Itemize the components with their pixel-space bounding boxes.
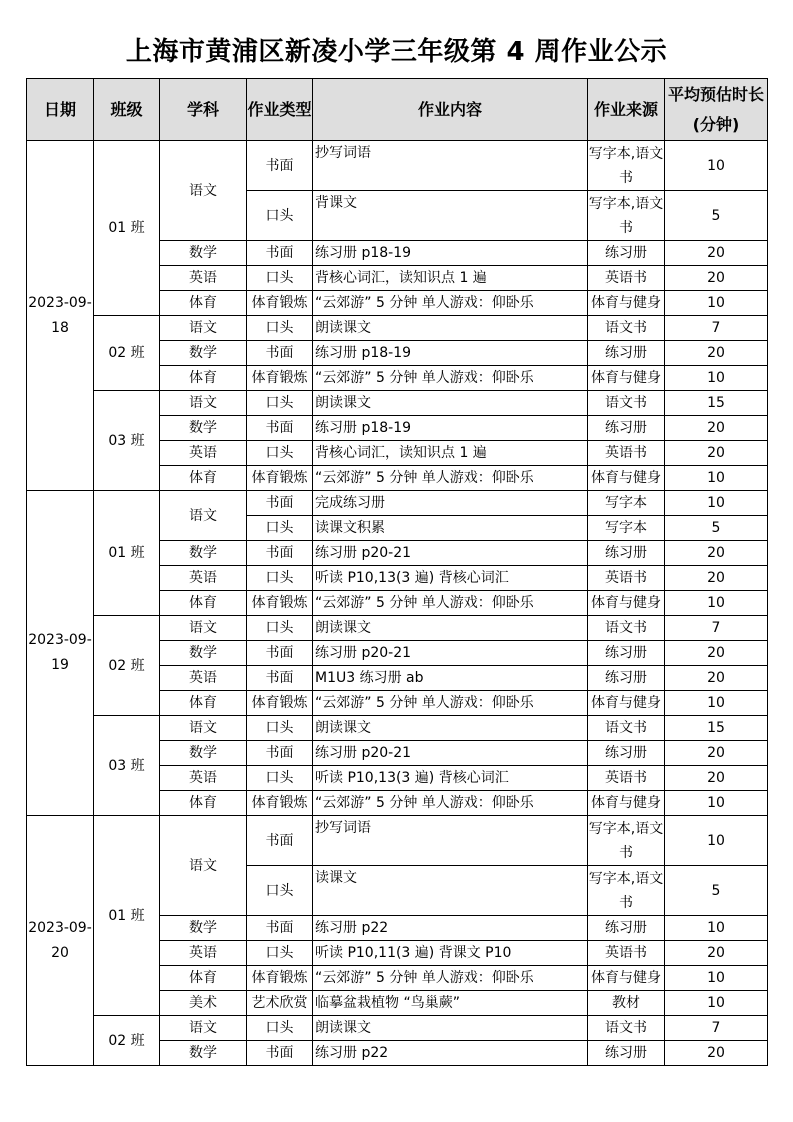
minutes-cell: 10 xyxy=(665,291,768,316)
minutes-cell: 10 xyxy=(665,366,768,391)
source-cell: 语文书 xyxy=(588,391,665,416)
content-cell: M1U3 练习册 ab xyxy=(313,666,588,691)
content-cell: 朗读课文 xyxy=(313,316,588,341)
source-cell: 语文书 xyxy=(588,1016,665,1041)
header-source: 作业来源 xyxy=(588,79,665,141)
class-cell: 01 班 xyxy=(94,491,160,616)
source-cell: 写字本 xyxy=(588,491,665,516)
minutes-cell: 10 xyxy=(665,816,768,866)
subject-cell: 体育 xyxy=(160,591,247,616)
content-cell: “云郊游” 5 分钟 单人游戏：仰卧乐 xyxy=(313,591,588,616)
minutes-cell: 20 xyxy=(665,641,768,666)
content-cell: 临摹盆栽植物 “鸟巢蕨” xyxy=(313,991,588,1016)
content-cell: 练习册 p20-21 xyxy=(313,741,588,766)
minutes-cell: 10 xyxy=(665,966,768,991)
subject-cell: 英语 xyxy=(160,941,247,966)
subject-cell: 语文 xyxy=(160,491,247,541)
homework-table xyxy=(26,78,768,1066)
minutes-cell: 20 xyxy=(665,266,768,291)
type-cell: 书面 xyxy=(247,241,313,266)
minutes-cell: 10 xyxy=(665,591,768,616)
type-cell: 书面 xyxy=(247,666,313,691)
source-cell: 写字本 xyxy=(588,516,665,541)
content-cell: 读课文积累 xyxy=(313,516,588,541)
source-cell: 写字本,语文书 xyxy=(588,816,665,866)
minutes-cell: 20 xyxy=(665,341,768,366)
subject-cell: 数学 xyxy=(160,916,247,941)
source-cell: 英语书 xyxy=(588,941,665,966)
source-cell: 体育与健身 xyxy=(588,366,665,391)
type-cell: 口头 xyxy=(247,266,313,291)
type-cell: 书面 xyxy=(247,1041,313,1066)
minutes-cell: 10 xyxy=(665,466,768,491)
content-cell: 听读 P10,13(3 遍) 背核心词汇 xyxy=(313,566,588,591)
minutes-cell: 5 xyxy=(665,866,768,916)
class-cell: 02 班 xyxy=(94,316,160,391)
subject-cell: 语文 xyxy=(160,391,247,416)
minutes-cell: 10 xyxy=(665,991,768,1016)
minutes-cell: 10 xyxy=(665,691,768,716)
content-cell: “云郊游” 5 分钟 单人游戏：仰卧乐 xyxy=(313,366,588,391)
content-cell: “云郊游” 5 分钟 单人游戏：仰卧乐 xyxy=(313,966,588,991)
class-cell: 03 班 xyxy=(94,391,160,491)
content-cell: “云郊游” 5 分钟 单人游戏：仰卧乐 xyxy=(313,691,588,716)
type-cell: 口头 xyxy=(247,316,313,341)
content-cell: 读课文 xyxy=(313,866,588,916)
minutes-cell: 20 xyxy=(665,766,768,791)
type-cell: 口头 xyxy=(247,941,313,966)
source-cell: 英语书 xyxy=(588,766,665,791)
subject-cell: 数学 xyxy=(160,341,247,366)
minutes-cell: 10 xyxy=(665,141,768,191)
source-cell: 写字本,语文书 xyxy=(588,141,665,191)
content-cell: 背核心词汇，读知识点 1 遍 xyxy=(313,441,588,466)
type-cell: 口头 xyxy=(247,191,313,241)
subject-cell: 语文 xyxy=(160,316,247,341)
minutes-cell: 10 xyxy=(665,791,768,816)
subject-cell: 数学 xyxy=(160,741,247,766)
subject-cell: 语文 xyxy=(160,816,247,916)
source-cell: 练习册 xyxy=(588,241,665,266)
subject-cell: 体育 xyxy=(160,791,247,816)
content-cell: 练习册 p18-19 xyxy=(313,416,588,441)
minutes-cell: 20 xyxy=(665,541,768,566)
source-cell: 练习册 xyxy=(588,916,665,941)
table-row xyxy=(27,391,768,416)
content-cell: 抄写词语 xyxy=(313,141,588,191)
minutes-cell: 20 xyxy=(665,241,768,266)
type-cell: 口头 xyxy=(247,391,313,416)
subject-cell: 语文 xyxy=(160,716,247,741)
minutes-cell: 20 xyxy=(665,1041,768,1066)
type-cell: 口头 xyxy=(247,716,313,741)
table-row xyxy=(27,1016,768,1041)
content-cell: 练习册 p18-19 xyxy=(313,341,588,366)
minutes-cell: 15 xyxy=(665,391,768,416)
source-cell: 体育与健身 xyxy=(588,291,665,316)
type-cell: 口头 xyxy=(247,441,313,466)
header-class: 班级 xyxy=(94,79,160,141)
subject-cell: 英语 xyxy=(160,266,247,291)
source-cell: 英语书 xyxy=(588,441,665,466)
minutes-cell: 20 xyxy=(665,741,768,766)
minutes-cell: 15 xyxy=(665,716,768,741)
source-cell: 教材 xyxy=(588,991,665,1016)
minutes-cell: 5 xyxy=(665,516,768,541)
minutes-cell: 7 xyxy=(665,616,768,641)
type-cell: 口头 xyxy=(247,516,313,541)
source-cell: 语文书 xyxy=(588,616,665,641)
type-cell: 书面 xyxy=(247,816,313,866)
type-cell: 体育锻炼 xyxy=(247,966,313,991)
source-cell: 体育与健身 xyxy=(588,466,665,491)
source-cell: 体育与健身 xyxy=(588,591,665,616)
table-row xyxy=(27,491,768,516)
subject-cell: 语文 xyxy=(160,141,247,241)
subject-cell: 语文 xyxy=(160,1016,247,1041)
content-cell: “云郊游” 5 分钟 单人游戏：仰卧乐 xyxy=(313,791,588,816)
type-cell: 体育锻炼 xyxy=(247,791,313,816)
minutes-cell: 5 xyxy=(665,191,768,241)
source-cell: 练习册 xyxy=(588,416,665,441)
type-cell: 书面 xyxy=(247,491,313,516)
minutes-cell: 7 xyxy=(665,316,768,341)
source-cell: 体育与健身 xyxy=(588,966,665,991)
class-cell: 03 班 xyxy=(94,716,160,816)
type-cell: 书面 xyxy=(247,916,313,941)
table-row xyxy=(27,616,768,641)
minutes-cell: 10 xyxy=(665,916,768,941)
content-cell: 抄写词语 xyxy=(313,816,588,866)
content-cell: 练习册 p20-21 xyxy=(313,641,588,666)
type-cell: 书面 xyxy=(247,641,313,666)
type-cell: 书面 xyxy=(247,341,313,366)
subject-cell: 体育 xyxy=(160,966,247,991)
subject-cell: 英语 xyxy=(160,666,247,691)
content-cell: 听读 P10,11(3 遍) 背课文 P10 xyxy=(313,941,588,966)
class-cell: 01 班 xyxy=(94,816,160,1016)
class-cell: 02 班 xyxy=(94,616,160,716)
subject-cell: 数学 xyxy=(160,641,247,666)
minutes-cell: 20 xyxy=(665,941,768,966)
type-cell: 体育锻炼 xyxy=(247,691,313,716)
minutes-cell: 20 xyxy=(665,441,768,466)
date-cell: 2023-09-20 xyxy=(27,816,94,1066)
type-cell: 体育锻炼 xyxy=(247,366,313,391)
content-cell: 听读 P10,13(3 遍) 背核心词汇 xyxy=(313,766,588,791)
header-content: 作业内容 xyxy=(313,79,588,141)
content-cell: 练习册 p20-21 xyxy=(313,541,588,566)
header-date: 日期 xyxy=(27,79,94,141)
type-cell: 体育锻炼 xyxy=(247,291,313,316)
header-row xyxy=(27,79,768,141)
content-cell: 朗读课文 xyxy=(313,616,588,641)
type-cell: 体育锻炼 xyxy=(247,466,313,491)
subject-cell: 数学 xyxy=(160,541,247,566)
date-cell: 2023-09-19 xyxy=(27,491,94,816)
minutes-cell: 7 xyxy=(665,1016,768,1041)
type-cell: 书面 xyxy=(247,541,313,566)
subject-cell: 数学 xyxy=(160,241,247,266)
subject-cell: 体育 xyxy=(160,466,247,491)
subject-cell: 美术 xyxy=(160,991,247,1016)
subject-cell: 英语 xyxy=(160,766,247,791)
table-row xyxy=(27,716,768,741)
class-cell: 02 班 xyxy=(94,1016,160,1066)
source-cell: 英语书 xyxy=(588,566,665,591)
header-subject: 学科 xyxy=(160,79,247,141)
type-cell: 口头 xyxy=(247,766,313,791)
table-body xyxy=(27,141,768,1066)
header-type: 作业类型 xyxy=(247,79,313,141)
content-cell: 背核心词汇，读知识点 1 遍 xyxy=(313,266,588,291)
source-cell: 练习册 xyxy=(588,641,665,666)
content-cell: 朗读课文 xyxy=(313,716,588,741)
content-cell: “云郊游” 5 分钟 单人游戏：仰卧乐 xyxy=(313,291,588,316)
header-minutes: 平均预估时长(分钟) xyxy=(665,79,768,141)
source-cell: 练习册 xyxy=(588,666,665,691)
content-cell: 背课文 xyxy=(313,191,588,241)
content-cell: 练习册 p22 xyxy=(313,1041,588,1066)
type-cell: 口头 xyxy=(247,866,313,916)
source-cell: 英语书 xyxy=(588,266,665,291)
subject-cell: 数学 xyxy=(160,1041,247,1066)
content-cell: “云郊游” 5 分钟 单人游戏：仰卧乐 xyxy=(313,466,588,491)
type-cell: 书面 xyxy=(247,141,313,191)
type-cell: 书面 xyxy=(247,741,313,766)
date-cell: 2023-09-18 xyxy=(27,141,94,491)
subject-cell: 数学 xyxy=(160,416,247,441)
source-cell: 练习册 xyxy=(588,341,665,366)
content-cell: 朗读课文 xyxy=(313,391,588,416)
type-cell: 体育锻炼 xyxy=(247,591,313,616)
type-cell: 口头 xyxy=(247,566,313,591)
source-cell: 写字本,语文书 xyxy=(588,191,665,241)
source-cell: 写字本,语文书 xyxy=(588,866,665,916)
table-row xyxy=(27,816,768,866)
type-cell: 艺术欣赏 xyxy=(247,991,313,1016)
source-cell: 练习册 xyxy=(588,741,665,766)
type-cell: 口头 xyxy=(247,616,313,641)
table-row xyxy=(27,141,768,191)
subject-cell: 体育 xyxy=(160,366,247,391)
source-cell: 练习册 xyxy=(588,1041,665,1066)
source-cell: 练习册 xyxy=(588,541,665,566)
content-cell: 朗读课文 xyxy=(313,1016,588,1041)
source-cell: 体育与健身 xyxy=(588,691,665,716)
table-row xyxy=(27,316,768,341)
source-cell: 语文书 xyxy=(588,716,665,741)
subject-cell: 体育 xyxy=(160,691,247,716)
minutes-cell: 20 xyxy=(665,566,768,591)
subject-cell: 英语 xyxy=(160,441,247,466)
page-title: 上海市黄浦区新凌小学三年级第 4 周作业公示 xyxy=(125,37,668,67)
content-cell: 练习册 p18-19 xyxy=(313,241,588,266)
subject-cell: 语文 xyxy=(160,616,247,641)
subject-cell: 英语 xyxy=(160,566,247,591)
source-cell: 语文书 xyxy=(588,316,665,341)
source-cell: 体育与健身 xyxy=(588,791,665,816)
content-cell: 练习册 p22 xyxy=(313,916,588,941)
class-cell: 01 班 xyxy=(94,141,160,316)
subject-cell: 体育 xyxy=(160,291,247,316)
content-cell: 完成练习册 xyxy=(313,491,588,516)
type-cell: 书面 xyxy=(247,416,313,441)
minutes-cell: 10 xyxy=(665,491,768,516)
type-cell: 口头 xyxy=(247,1016,313,1041)
minutes-cell: 20 xyxy=(665,416,768,441)
minutes-cell: 20 xyxy=(665,666,768,691)
